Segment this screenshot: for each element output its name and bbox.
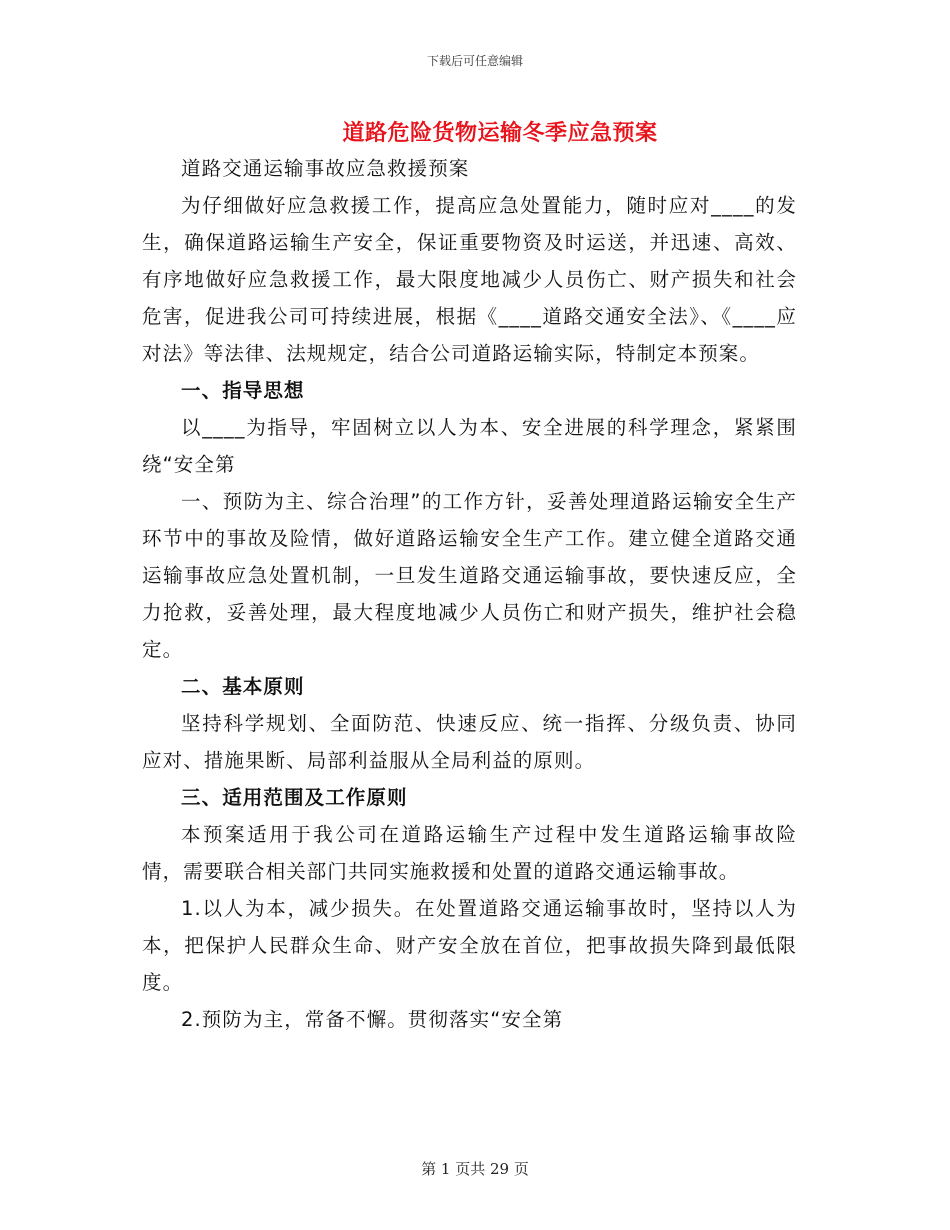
document-title: 道路危险货物运输冬季应急预案 bbox=[342, 121, 658, 146]
paragraph: 2.预防为主，常备不懈。贯彻落实“安全第 bbox=[181, 1008, 564, 1031]
paragraph: 坚持科学规划、全面防范、快速反应、统一指挥、分级负责、协同应对、措施果断、局部利益服从全局利益的原则。 bbox=[142, 712, 797, 772]
paragraph: 以____为指导，牢固树立以人为本、安全进展的科学理念，紧紧围绕“安全第 bbox=[142, 416, 797, 476]
paragraph: 本预案适用于我公司在道路运输生产过程中发生道路运输事故险情，需要联合相关部门共同实施救援和处置的道路交通运输事故。 bbox=[142, 823, 797, 883]
page-footer: 第 1 页共 29 页 bbox=[421, 1160, 529, 1178]
paragraph: 一、预防为主、综合治理”的工作方针，妥善处理道路运输安全生产环节中的事故及险情，做好道路运输安全生产工作。建立健全道路交通运输事故应急处置机制，一旦发生道路交通运输事故，要快速反应，全力抢救，妥善处理，最大程度地减少人员伤亡和财产损失，维护社会稳定。 bbox=[142, 490, 797, 661]
paragraph: 道路交通运输事故应急救援预案 bbox=[181, 157, 470, 180]
section-heading: 一、指导思想 bbox=[181, 379, 305, 402]
section-heading: 二、基本原则 bbox=[181, 675, 305, 698]
section-heading: 三、适用范围及工作原则 bbox=[181, 786, 408, 809]
paragraph: 为仔细做好应急救援工作，提高应急处置能力，随时应对____的发生，确保道路运输生产安全，保证重要物资及时运送，并迅速、高效、有序地做好应急救援工作，最大限度地减少人员伤亡、财产损失和社会危害，促进我公司可持续进展，根据《____道路交通安全法》、《____应对法》等法律、法规规定，结合公司道路运输实际，特制定本预案。 bbox=[142, 194, 797, 365]
paragraph: 1.以人为本，减少损失。在处置道路交通运输事故时，坚持以人为本，把保护人民群众生命、财产安全放在首位，把事故损失降到最低限度。 bbox=[142, 897, 797, 994]
document-body bbox=[142, 150, 797, 1038]
header-note: 下载后可任意编辑 bbox=[426, 54, 523, 68]
